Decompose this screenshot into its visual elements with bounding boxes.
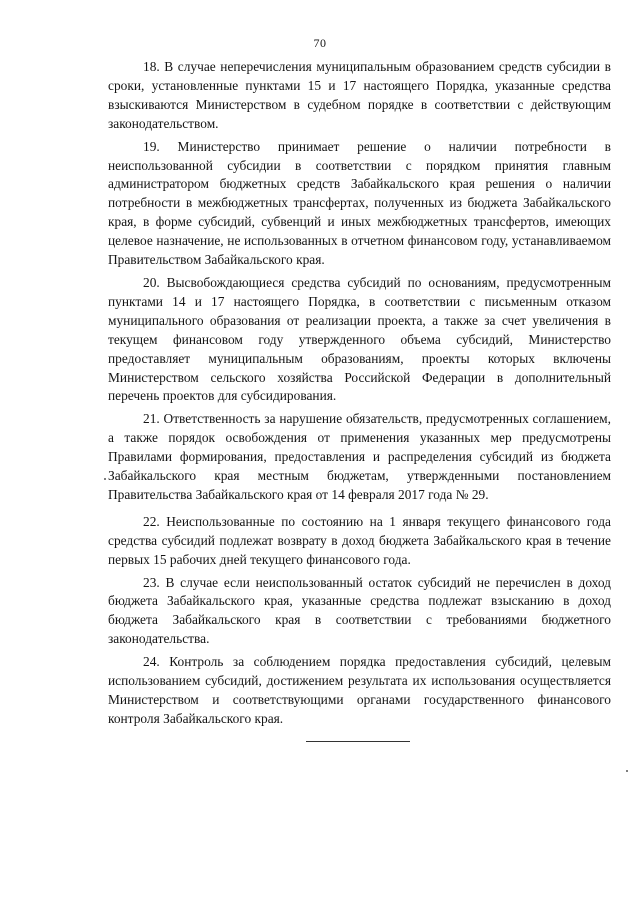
paragraph-20: 20. Высвобождающиеся средства субсидий по основаниям, предусмотренным пунктами 14 и 17 настоящего Порядка, в соответствии с письменным отказом муниципального образования от реализации проекта, а также за счет увеличения в текущем финансовом году утвержденного объема субсидий, Министерство предоставляет муниципальным образованиям, проекты которых включены Министерством сельского хозяйства Российской Федерации в дополнительный перечень проектов для субсидирования. xyxy=(108,274,611,404)
page-number: 70 xyxy=(313,36,327,50)
scan-speck xyxy=(104,478,106,480)
paragraph-23: 23. В случае если неиспользованный остаток субсидий не перечислен в доход бюджета Забайкальского края, указанные средства подлежат взысканию в доход бюджета Забайкальского края в соответствии с требованиями бюджетного законодательства. xyxy=(108,574,611,647)
scan-speck xyxy=(626,770,628,772)
document-body xyxy=(108,58,611,733)
paragraph-21: 21. Ответственность за нарушение обязательств, предусмотренных соглашением, а также порядок освобождения от применения указанных мер предусмотрены Правилами формирования, предоставления и распределения субсидий из бюджета Забайкальского края местным бюджетам, утвержденными постановлением Правительства Забайкальского края от 14 февраля 2017 года № 29. xyxy=(108,411,611,502)
paragraph-19: 19. Министерство принимает решение о наличии потребности в неиспользованной субсидии в соответствии с порядком принятия главным администратором бюджетных средств Забайкальского края решения о наличии потребности в межбюджетных трансфертах, полученных из бюджета Забайкальского края, в форме субсидий, субвенций и иных межбюджетных трансфертов, имеющих целевое назначение, не использованных в отчетном финансовом году, устанавливаемом Правительством Забайкальского края. xyxy=(108,138,611,268)
paragraph-22: 22. Неиспользованные по состоянию на 1 января текущего финансового года средства субсидий подлежат возврату в доход бюджета Забайкальского края в течение первых 15 рабочих дней текущего финансового года. xyxy=(108,513,611,567)
paragraph-18: 18. В случае неперечисления муниципальным образованием средств субсидии в сроки, установленные пунктами 15 и 17 настоящего Порядка, указанные средства взыскиваются Министерством в судебном порядке в соответствии с действующим законодательством. xyxy=(108,59,611,131)
paragraph-24: 24. Контроль за соблюдением порядка предоставления субсидий, целевым использованием субсидий, достижением результата их использования осуществляется Министерством и соответствующими органами государственного финансового контроля Забайкальского края. xyxy=(108,654,611,726)
end-of-text-rule xyxy=(306,741,410,742)
